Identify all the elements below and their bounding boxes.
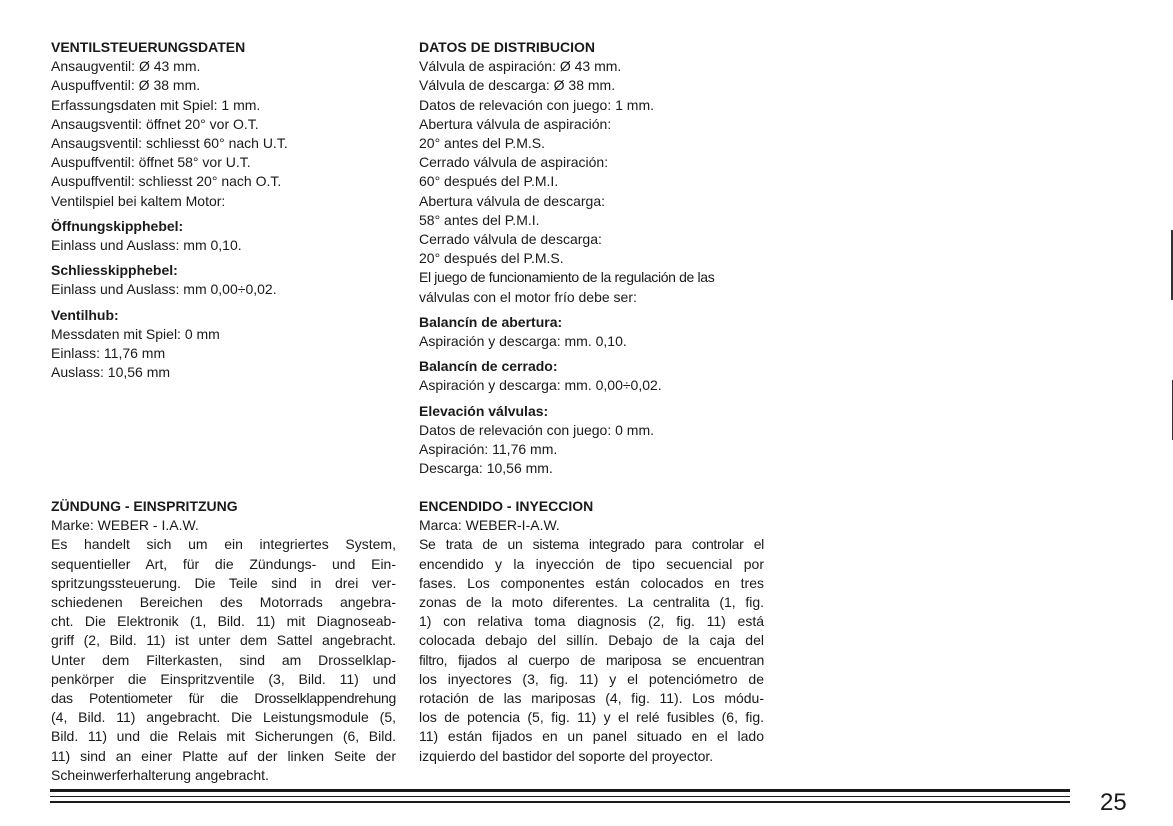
text-line: Einlass und Auslass: mm 0,00÷0,02. xyxy=(51,281,277,298)
text-line: Unter dem Filterkasten, sind am Drosselklap- xyxy=(51,651,396,668)
text-line: 58° antes del P.M.I. xyxy=(419,211,540,228)
text-line: Einlass: 11,76 mm xyxy=(51,345,166,362)
text-line: Ventilspiel bei kaltem Motor: xyxy=(51,192,226,209)
text-line: rotación de las mariposas (4, fig. 11). Los módu- xyxy=(419,690,764,707)
text-line: cht. Die Elektronik (1, Bild. 11) mit Diagnoseab- xyxy=(51,613,396,630)
text-line: sequentieller Art, für die Zündungs- und Ein- xyxy=(51,555,396,572)
text-line: Datos de relevación con juego: 0 mm. xyxy=(419,421,655,438)
text-line: Descarga: 10,56 mm. xyxy=(419,460,553,477)
body-paragraph xyxy=(51,535,396,785)
text-line: El juego de funcionamiento de la regulación de las xyxy=(419,269,715,286)
text-line: griff (2, Bild. 11) ist unter dem Sattel angebracht. xyxy=(51,632,396,649)
text-line: das Potentiometer für die Drosselklappendrehung xyxy=(51,690,396,707)
ignition-injection-section-de xyxy=(51,497,396,785)
footer-rule xyxy=(50,789,1070,792)
text-line: Abertura válvula de aspiración: xyxy=(419,115,612,132)
text-line: Auslass: 10,56 mm xyxy=(51,364,171,381)
text-line: Válvula de descarga: Ø 38 mm. xyxy=(419,77,616,94)
text-line: Ansaugsventil: schliesst 60° nach U.T. xyxy=(51,135,288,152)
valve-timing-section-es xyxy=(419,38,764,478)
valve-timing-section-de xyxy=(51,38,396,382)
text-line: Datos de relevación con juego: 1 mm. xyxy=(419,96,655,113)
brand-line: Marca: WEBER-I-A.W. xyxy=(419,517,560,534)
text-line: Ansaugventil: Ø 43 mm. xyxy=(51,58,201,75)
text-line: 1) con relativa toma diagnosis (2, fig. 11) está xyxy=(419,613,764,630)
text-line: Auspuffventil: öffnet 58° vor U.T. xyxy=(51,154,251,171)
text-line: (4, Bild. 11) angebracht. Die Leistungsmodule (5, xyxy=(51,709,396,726)
subsection-heading: Balancín de abertura: xyxy=(419,313,563,330)
footer-rule xyxy=(50,796,1070,797)
text-line: Abertura válvula de descarga: xyxy=(419,192,605,209)
text-line: Einlass und Auslass: mm 0,10. xyxy=(51,237,242,254)
subsection-heading: Balancín de cerrado: xyxy=(419,358,558,375)
text-line: Messdaten mit Spiel: 0 mm xyxy=(51,325,220,342)
text-line: colocada debajo del sillín. Debajo de la caja del xyxy=(419,632,764,649)
brand-line: Marke: WEBER - I.A.W. xyxy=(51,517,199,534)
text-line: Se trata de un sistema integrado para controlar el xyxy=(419,536,764,553)
body-paragraph xyxy=(419,535,764,765)
text-line: Auspuffventil: schliesst 20° nach O.T. xyxy=(51,173,282,190)
text-line: encendido y la inyección de tipo secuencial por xyxy=(419,555,764,572)
subsection-heading: Öffnungskipphebel: xyxy=(51,217,184,234)
section-heading: ZÜNDUNG - EINSPRITZUNG xyxy=(51,498,238,514)
text-line: izquierdo del bastidor del soporte del proyector. xyxy=(419,747,714,764)
text-line: Aspiración: 11,76 mm. xyxy=(419,441,558,458)
text-line: fases. Los componentes están colocados en tres xyxy=(419,574,764,591)
subsection-heading: Elevación válvulas: xyxy=(419,402,549,419)
text-line: válvulas con el motor frío debe ser: xyxy=(419,288,637,305)
text-line: Válvula de aspiración: Ø 43 mm. xyxy=(419,58,622,75)
text-line: zonas de la moto diferentes. La centralita (1, fig. xyxy=(419,594,764,611)
text-line: Aspiración y descarga: mm. 0,10. xyxy=(419,333,627,350)
subsection-heading: Ventilhub: xyxy=(51,306,119,323)
text-line: Scheinwerferhalterung angebracht. xyxy=(51,766,269,783)
text-line: 20° después del P.M.S. xyxy=(419,250,564,267)
ignition-injection-section-es xyxy=(419,497,764,766)
text-line: 60° después del P.M.I. xyxy=(419,173,559,190)
text-line: Es handelt sich um ein integriertes System, xyxy=(51,536,396,553)
text-line: 11) sind an einer Platte auf der linken Seite der xyxy=(51,747,396,764)
text-line: penkörper die Einspritzventile (3, Bild. 11) und xyxy=(51,670,396,687)
page-number: 25 xyxy=(1100,789,1127,816)
text-line: Cerrado válvula de descarga: xyxy=(419,231,602,248)
text-line: schiedenen Bereichen des Motorrads angebra- xyxy=(51,594,396,611)
text-line: Ansaugsventil: öffnet 20° vor O.T. xyxy=(51,115,259,132)
text-line: Erfassungsdaten mit Spiel: 1 mm. xyxy=(51,96,261,113)
footer-rule xyxy=(50,801,1070,803)
section-heading: ENCENDIDO - INYECCION xyxy=(419,498,594,514)
text-line: spritzungssteuerung. Die Teile sind in drei ver- xyxy=(51,574,396,591)
text-line: filtro, fijados al cuerpo de mariposa se encuentran xyxy=(419,651,764,668)
section-heading: DATOS DE DISTRIBUCION xyxy=(419,39,596,55)
text-line: 20° antes del P.M.S. xyxy=(419,135,545,152)
text-line: los de potencia (5, fig. 11) y el relé fusibles (6, fig. xyxy=(419,709,764,726)
text-line: 11) están fijados en un panel situado en el lado xyxy=(419,728,764,745)
text-line: Auspuffventil: Ø 38 mm. xyxy=(51,77,201,94)
section-heading: VENTILSTEUERUNGSDATEN xyxy=(51,39,246,55)
subsection-heading: Schliesskipphebel: xyxy=(51,262,178,279)
text-line: los inyectores (3, fig. 11) y el potenciómetro de xyxy=(419,670,764,687)
text-line: Bild. 11) und die Relais mit Sicherungen (6, Bild. xyxy=(51,728,396,745)
text-line: Cerrado válvula de aspiración: xyxy=(419,154,609,171)
text-line: Aspiración y descarga: mm. 0,00÷0,02. xyxy=(419,377,662,394)
